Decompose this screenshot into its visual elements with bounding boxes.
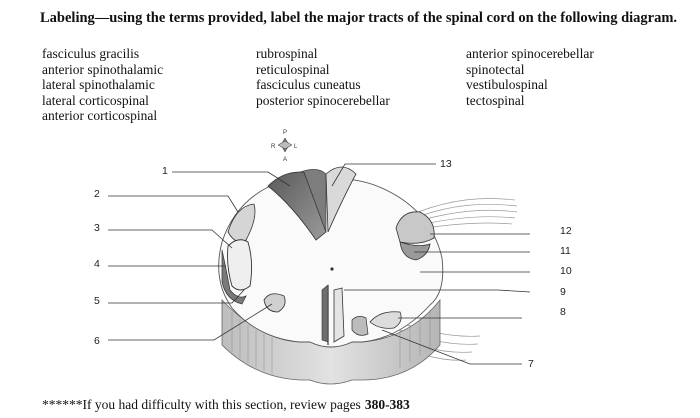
term: lateral corticospinal [42,92,149,108]
compass-anterior: A [283,157,288,163]
label-number-9: 9 [560,286,566,298]
label-number-12: 12 [560,225,572,237]
term: tectospinal [466,92,525,108]
label-number-10: 10 [560,265,572,277]
label-number-11: 11 [560,245,571,257]
term: fasciculus cuneatus [256,77,361,92]
term: anterior corticospinal [42,108,158,123]
compass-posterior: P [283,130,288,136]
term: anterior spinocerebellar [466,46,594,61]
label-number-13: 13 [440,158,452,170]
term: posterior spinocerebellar [256,92,390,108]
label-number-3: 3 [94,222,100,234]
footer-pages: 380-383 [364,397,410,412]
term: vestibulospinal [466,77,548,92]
term: rubrospinal [256,46,318,61]
label-number-2: 2 [94,188,100,200]
label-number-1: 1 [162,165,168,177]
term: fasciculus gracilis [42,46,140,61]
instruction-heading: Labeling—using the terms provided, label the major tracts of the spinal cord on the following diagram. [40,10,678,26]
label-number-4: 4 [94,258,100,270]
label-number-5: 5 [94,295,100,307]
anterior-corticospinal-left [322,285,328,342]
orientation-compass [271,130,298,163]
central-canal [330,267,333,270]
review-footer [42,397,410,413]
term: lateral spinothalamic [42,77,155,92]
anterior-corticospinal-right [334,288,344,342]
term: reticulospinal [256,61,330,77]
compass-left: L [294,144,298,150]
term: spinotectal [466,61,525,77]
compass-right: R [271,144,276,150]
label-number-7: 7 [528,358,534,370]
label-number-8: 8 [560,306,566,318]
term: anterior spinothalamic [42,61,164,77]
right-ventral-tract-lower [352,316,368,335]
dorsal-root-fibers [418,199,517,229]
label-number-6: 6 [94,335,100,347]
footer-text: ******If you had difficulty with this section, review pages [42,397,361,412]
